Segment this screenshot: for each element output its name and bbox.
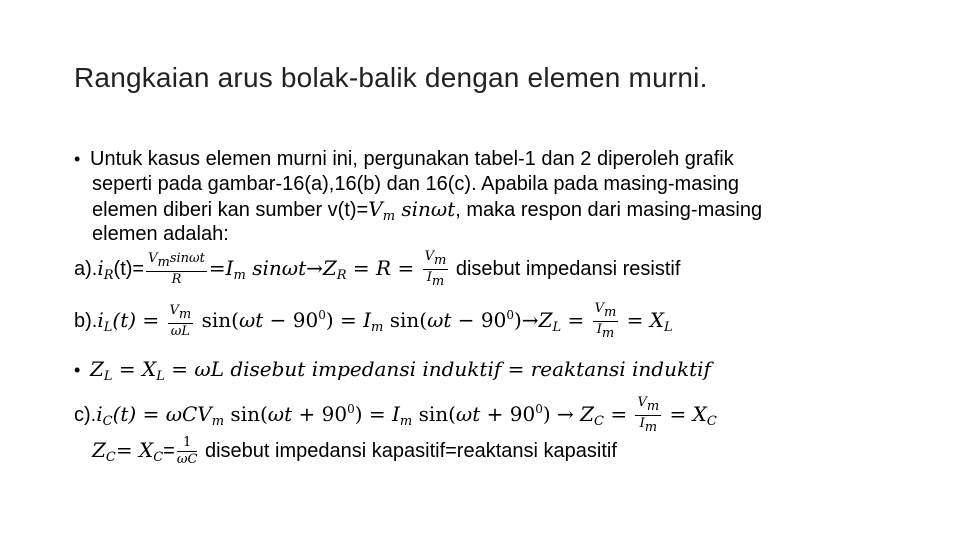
formula-resistive-chain: $=I_m$ $\sin\omega t\to Z_R = R$ =: [208, 255, 421, 283]
fraction-vm-sinwt-over-R: $\frac{V_m\sin\omega t}{R}$: [148, 251, 205, 287]
item-c-capacitive-reactance: $Z_C= X_C=$ $\frac{1}{\omega C}$ disebut impedansi kapasitif=reaktansi kapasitif: [92, 435, 617, 467]
intro-line-1: • Untuk kasus elemen murni ini, pergunakan tabel-1 dan 2 diperoleh grafik: [74, 148, 734, 170]
fraction-1-over-wC: $\frac{1}{\omega C}$: [176, 435, 198, 467]
item-b-inductive: $b).i_L(t)$ = $\frac{V_m}{\omega L}$ $\sin(\omega t - 90^0) = I_m$ $\sin(\omega t - 90^0)\to Z_L$ = $\frac{V_m}{I_m}$ = $X_L$: [74, 301, 673, 342]
formula-equals-XL: = $X_L$: [620, 308, 673, 335]
formula-iR: $i_R$: [97, 255, 114, 283]
formula-capacitive-chain: $\sin(\omega t + 90^0) = I_m$ $\sin(\omega t + 90^0) \to Z_C$ =: [224, 402, 634, 429]
formula-ZL-XL-wL: $Z_L = X_L = \omega L$: [90, 357, 231, 384]
slide-title: Rangkaian arus bolak-balik dengan elemen murni.: [74, 62, 708, 93]
fraction-vm-over-im-c: $\frac{V_m}{I_m}$: [637, 395, 660, 436]
formula-iL-t: $i_L(t)$ =: [97, 308, 166, 335]
formula-inductive-chain: $\sin(\omega t - 90^0) = I_m$ $\sin(\omega t - 90^0)\to Z_L$ =: [195, 308, 591, 335]
intro-line-3: elemen diberi kan sumber $v(t)=V_m$ sinωt, maka respon dari masing-masing: [92, 197, 763, 224]
formula-equals-XC: = $X_C$: [663, 402, 717, 429]
fraction-vm-over-im-b: $\frac{V_m}{I_m}$: [594, 301, 617, 342]
bullet-inductive-reactance: • $Z_L = X_L = \omega L$ disebut impedansi induktif = reaktansi induktif: [74, 357, 711, 384]
fraction-vm-over-im-a: $\frac{V_m}{I_m}$: [424, 249, 447, 289]
formula-vm-sinwt: $V_m$ sinωt: [368, 197, 456, 224]
bullet-dot: •: [74, 149, 81, 169]
item-c-capacitive: $c).i_C(t) = \omega CV_m$ $\sin(\omega t + 90^0) = I_m$ $\sin(\omega t + 90^0) \to Z_C$ = $\frac{V_m}{I_m}$ = $X_C$: [74, 395, 717, 436]
intro-line-2: seperti pada gambar-16(a),16(b) dan 16(c). Apabila pada masing-masing: [92, 173, 740, 195]
fraction-vm-over-wL: $\frac{V_m}{\omega L}$: [169, 303, 192, 340]
intro-line-4: elemen adalah:: [92, 223, 229, 245]
bullet-dot: •: [74, 360, 81, 380]
formula-iC-t: $i_C(t) = \omega CV_m$: [96, 402, 225, 429]
formula-ZC-XC: $Z_C= X_C$: [92, 437, 164, 465]
item-a-resistive: $a).i_R(t)=$ $\frac{V_m\sin\omega t}{R}$ $=I_m$ $\sin\omega t\to Z_R = R$ = $\frac{V_m}{I_m}$ disebut impedansi resistif: [74, 249, 681, 289]
